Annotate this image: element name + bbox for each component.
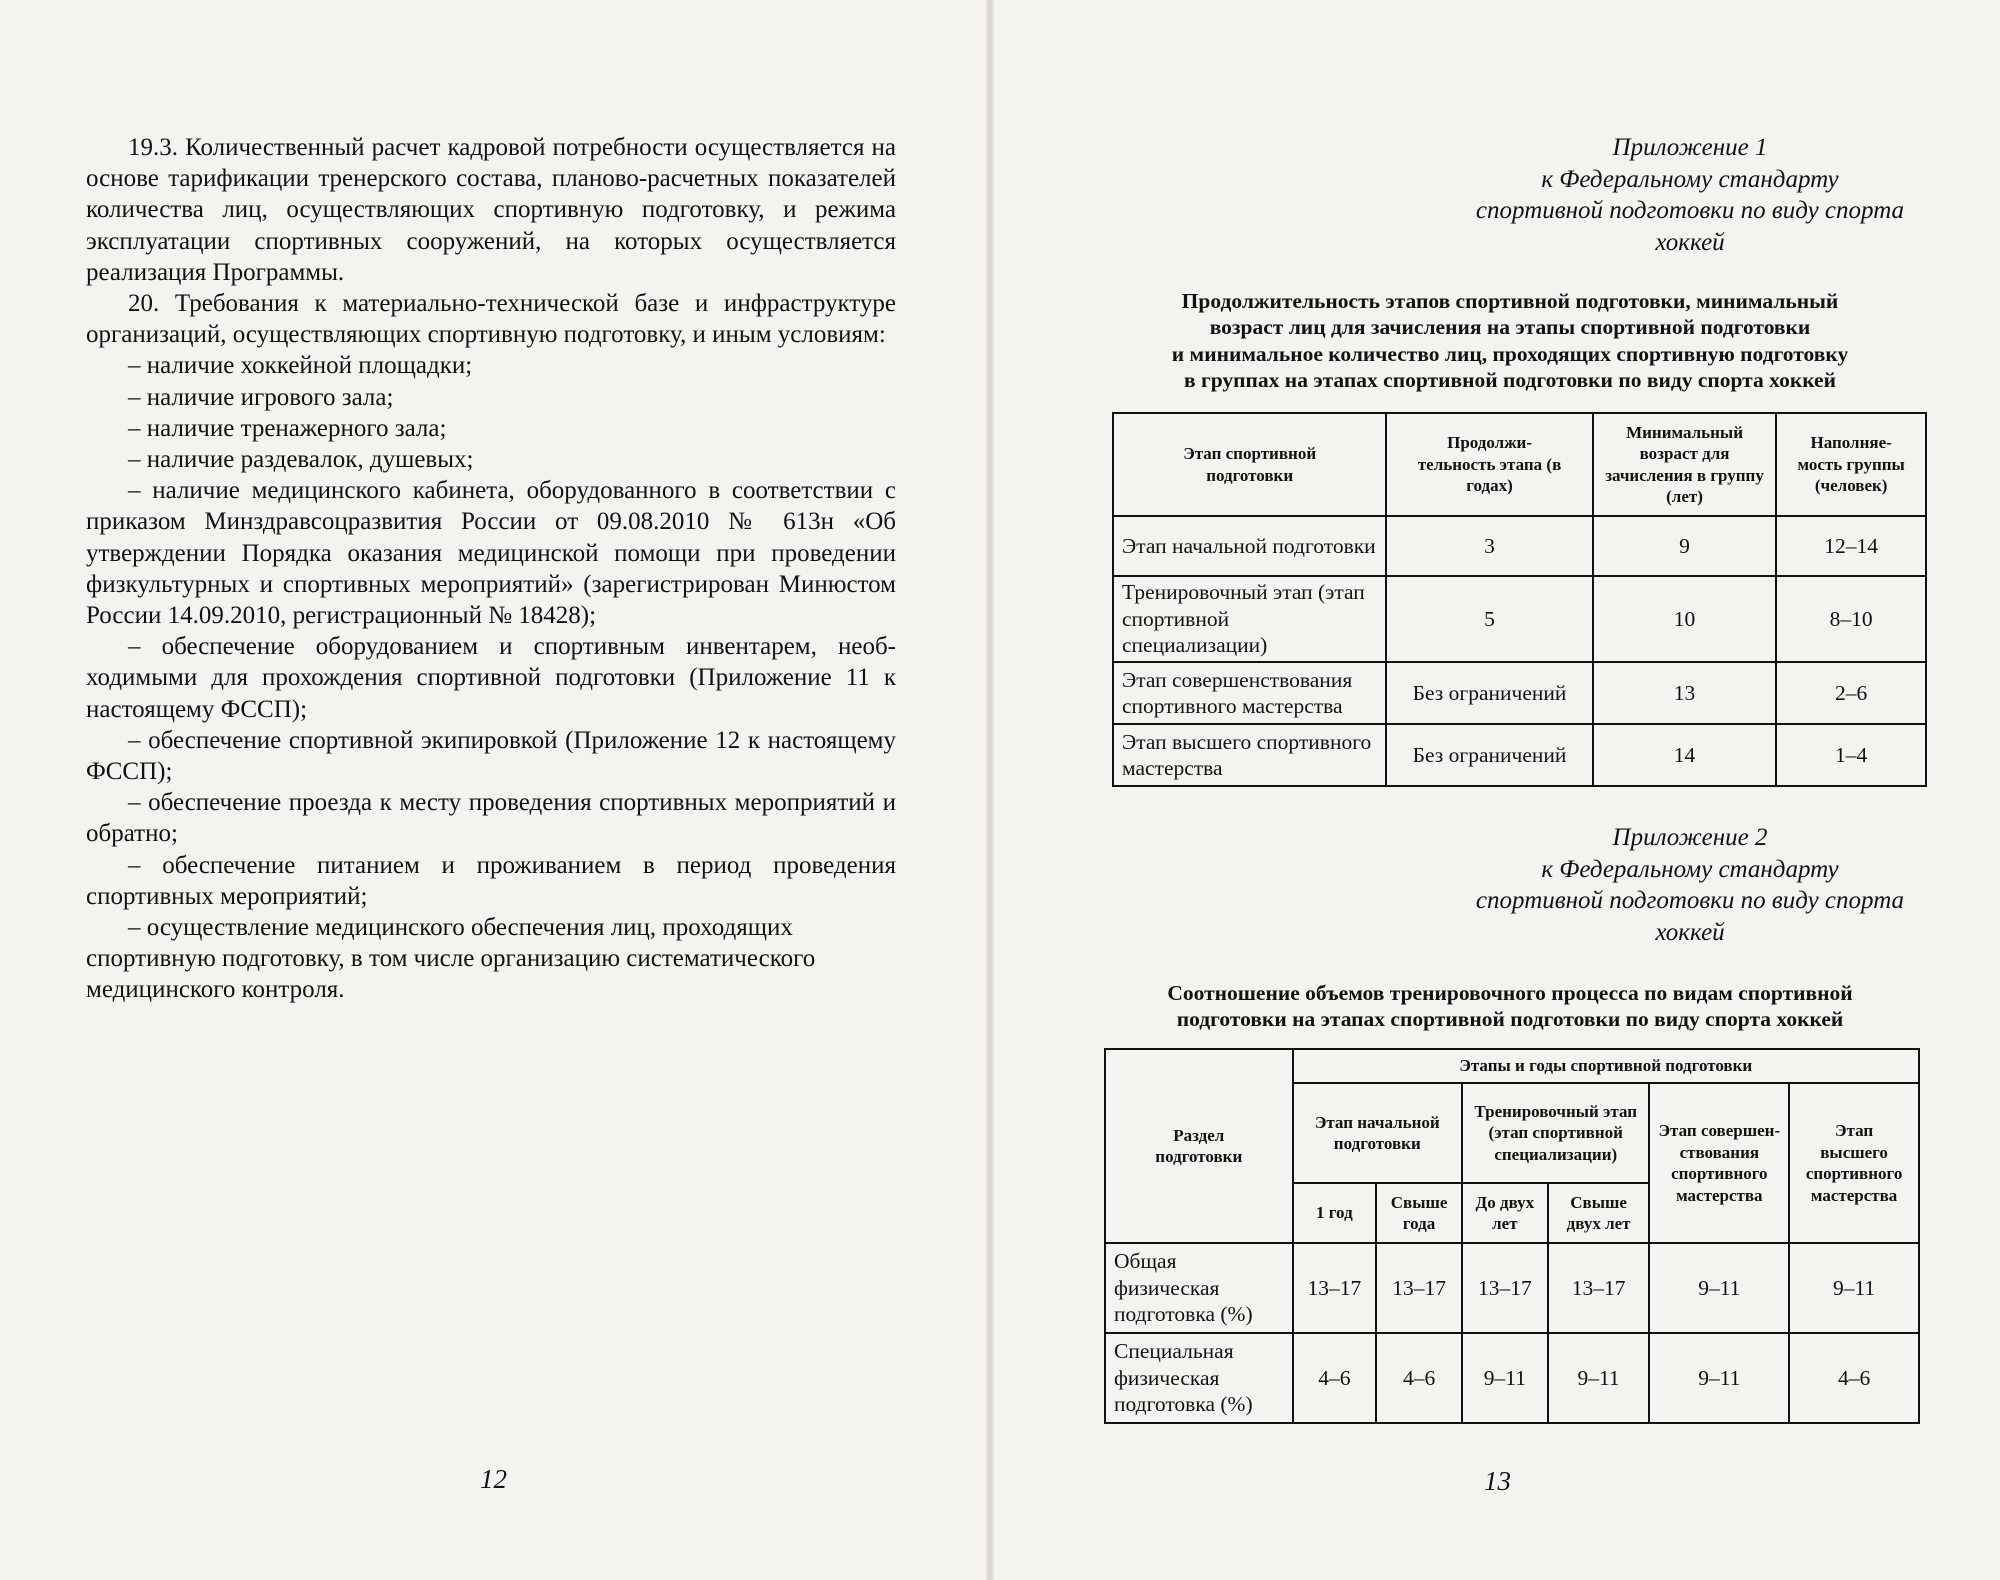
left-page-text <box>86 132 896 1006</box>
table-2-title <box>1080 980 1940 1033</box>
list-item: – наличие раздевалок, душевых; <box>128 446 474 474</box>
table-header-row <box>1105 1049 1919 1083</box>
cell-section: Общая физическая подготовка (%) <box>1105 1243 1293 1333</box>
appendix-line: хоккей <box>1655 228 1725 256</box>
cell-value: 13–17 <box>1548 1243 1650 1333</box>
list-item: – обеспечение питанием и проживанием в период проведения спортивных мероприятий; <box>86 851 896 910</box>
header-section: Раздел подготовки <box>1105 1049 1293 1243</box>
appendix-line: спортивной подготовки по виду спорта <box>1475 887 1905 914</box>
appendix-line: спортивной подготовки по виду спорта <box>1475 197 1905 224</box>
page-number-right: 13 <box>1484 1466 1511 1496</box>
table-row <box>1105 1333 1919 1423</box>
header-min-age: Минимальный возраст для зачисления в группу (лет) <box>1593 413 1777 516</box>
cell-value: 9–11 <box>1649 1243 1789 1333</box>
appendix-1-heading <box>1410 132 1970 258</box>
header-duration: Продолжительность этапа (в годах) <box>1386 413 1592 516</box>
appendix-line: хоккей <box>1655 918 1725 946</box>
table-row <box>1113 724 1926 786</box>
cell-value: 13–17 <box>1462 1243 1548 1333</box>
left-page <box>0 0 990 1580</box>
list-item: – наличие медицинского кабинета, оборудованного в соответствии с приказом Минздравсоцразвития России от 09.08.2010 № 613н «Об утверждении Порядка оказания медицинской помощи при проведении физкультурных и спортивных мероприятий» (зарегистрирован Минюстом России 14.09.2010, регистрационный № 18428); <box>86 477 896 630</box>
title-line: Соотношение объемов тренировочного процесса по видам спортивной <box>1167 981 1853 1005</box>
list-item: – наличие тренажерного зала; <box>128 414 447 442</box>
appendix-line: к Федеральному стандарту <box>1541 855 1839 883</box>
list-item: – обеспечение проезда к месту проведения спортивных мероприятий и обратно; <box>86 789 896 848</box>
appendix-line: к Федеральному стандарту <box>1541 165 1839 193</box>
title-line: Продолжительность этапов спортивной подготовки, минимальный <box>1181 289 1839 313</box>
cell-min-age: 13 <box>1593 662 1777 724</box>
cell-value: 9–11 <box>1649 1333 1789 1423</box>
list-item: – наличие игрового зала; <box>128 383 394 411</box>
cell-value: 4–6 <box>1789 1333 1919 1423</box>
appendix-line: Приложение 1 <box>1612 134 1768 161</box>
title-line: в группах на этапах спортивной подготовки по виду спорта хоккей <box>1183 367 1836 392</box>
table-row <box>1105 1243 1919 1333</box>
right-page <box>990 0 2000 1580</box>
cell-stage: Этап начальной подготовки <box>1113 516 1386 576</box>
cell-occupancy: 8–10 <box>1776 576 1926 662</box>
list-item: – осуществление медицинского обеспечения лиц, проходящих спортивную подготовку, в том числе организацию систематического медицинского контроля. <box>86 914 816 1004</box>
cell-value: 4–6 <box>1376 1333 1462 1423</box>
cell-duration: 5 <box>1386 576 1592 662</box>
cell-value: 9–11 <box>1548 1333 1650 1423</box>
list-item: – наличие хоккейной площадки; <box>128 352 473 380</box>
cell-min-age: 14 <box>1593 724 1777 786</box>
cell-duration: Без ограничений <box>1386 724 1592 786</box>
page-number-left: 12 <box>480 1464 507 1494</box>
table-row <box>1113 576 1926 662</box>
cell-stage: Этап совершенствования спортивного мастерства <box>1113 662 1386 724</box>
list-item: – обеспечение оборудованием и спортивным инвентарем, необходимыми для прохождения спортивной подготовки (Приложение 11 к настоящему ФССП); <box>86 633 896 723</box>
cell-stage: Тренировочный этап (этап спортивной специализации) <box>1113 576 1386 662</box>
list-item: – обеспечение спортивной экипировкой (Приложение 12 к настоящему ФССП); <box>86 726 896 786</box>
table-row <box>1113 662 1926 724</box>
table-row <box>1113 516 1926 576</box>
header-occupancy: Наполняемость группы (человек) <box>1776 413 1926 516</box>
cell-stage: Этап высшего спортивного мастерства <box>1113 724 1386 786</box>
stages-duration-table <box>1112 412 1927 787</box>
header-over-two: Свыше двух лет <box>1548 1183 1650 1243</box>
header-year-1: 1 год <box>1293 1183 1377 1243</box>
paragraph-19-3: 19.3. Количественный расчет кадровой потребности осуществляется на основе тарификации тренерского состава, планово-расчетных показателей количества лиц, осуществляющих спортивную подготовку, и режима эксплуатации спортивных сооружений, на которых осуществляется реализация Программы. <box>86 134 896 286</box>
title-line: подготовки на этапах спортивной подготовки по виду спорта хоккей <box>1176 1007 1844 1032</box>
cell-value: 9–11 <box>1789 1243 1919 1333</box>
header-stages-group: Этапы и годы спортивной подготовки <box>1293 1049 1919 1083</box>
header-over-year: Свыше года <box>1376 1183 1462 1243</box>
training-volume-table <box>1104 1048 1920 1424</box>
appendix-2-heading <box>1410 822 1970 948</box>
header-stage: Этап спортивной подготовки <box>1113 413 1386 516</box>
table-1-title <box>1080 288 1940 393</box>
title-line: возраст лиц для зачисления на этапы спортивной подготовки <box>1209 315 1811 340</box>
cell-duration: 3 <box>1386 516 1592 576</box>
header-highest-stage: Этап высшего спортивного мастерства <box>1789 1083 1919 1243</box>
cell-value: 4–6 <box>1293 1333 1377 1423</box>
cell-occupancy: 12–14 <box>1776 516 1926 576</box>
cell-min-age: 9 <box>1593 516 1777 576</box>
header-improvement-stage: Этап совершенствования спортивного мастерства <box>1649 1083 1789 1243</box>
table-header-row <box>1113 413 1926 516</box>
cell-duration: Без ограничений <box>1386 662 1592 724</box>
appendix-line: Приложение 2 <box>1612 824 1768 851</box>
paragraph-20: 20. Требования к материально-технической базе и инфраструктуре организаций, осуществляющих спортивную подготовку, и иным условиям: <box>86 290 896 349</box>
header-training-stage: Тренировочный этап (этап спортивной специализации) <box>1462 1083 1649 1183</box>
cell-value: 13–17 <box>1293 1243 1377 1333</box>
title-line: и минимальное количество лиц, проходящих спортивную подготовку <box>1171 341 1849 366</box>
cell-section: Специальная физическая подготовка (%) <box>1105 1333 1293 1423</box>
cell-occupancy: 2–6 <box>1776 662 1926 724</box>
cell-value: 13–17 <box>1376 1243 1462 1333</box>
header-up-to-two: До двух лет <box>1462 1183 1548 1243</box>
cell-min-age: 10 <box>1593 576 1777 662</box>
cell-occupancy: 1–4 <box>1776 724 1926 786</box>
cell-value: 9–11 <box>1462 1333 1548 1423</box>
header-initial-stage: Этап начальной подготовки <box>1293 1083 1462 1183</box>
